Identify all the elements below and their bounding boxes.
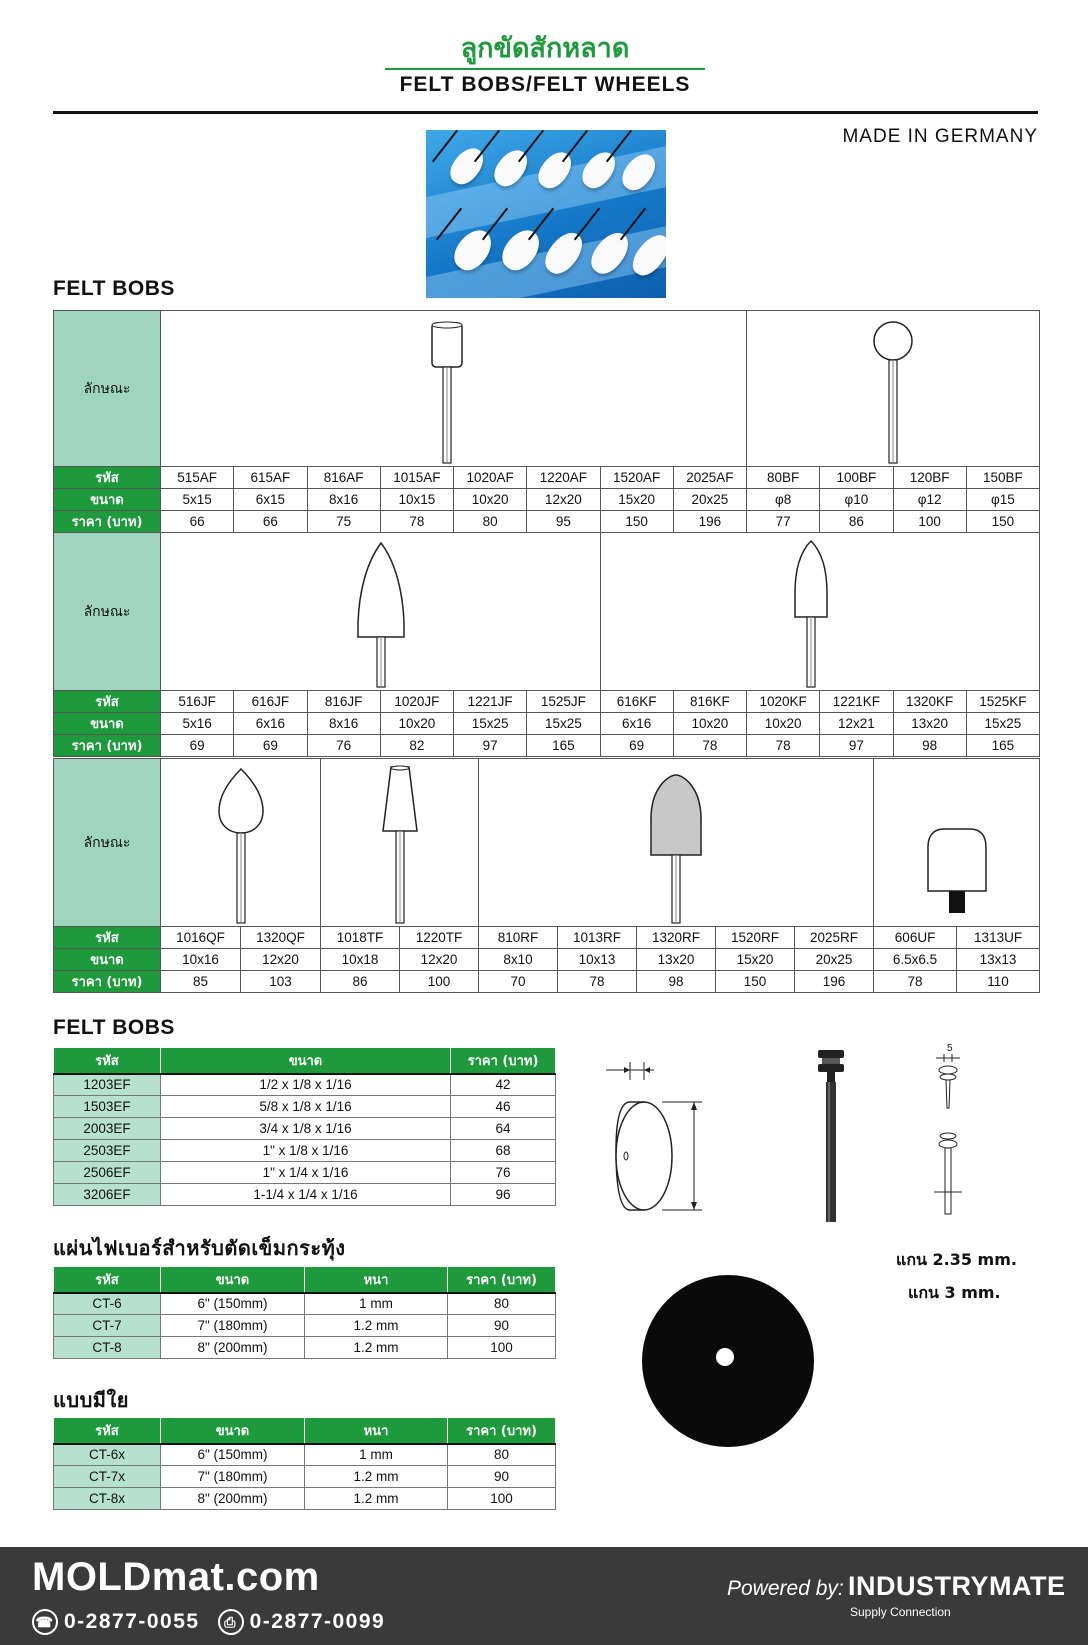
code-cell: 1313UF [957, 927, 1040, 949]
price-cell: 75 [307, 511, 380, 533]
price-label: ราคา (บาท) [54, 735, 161, 757]
shape-cylinder [161, 311, 747, 467]
table-row [54, 1074, 556, 1096]
partner-logo[interactable]: INDUSTRYMATE [848, 1571, 1066, 1601]
price-cell: 46 [451, 1096, 556, 1118]
fiber-mesh-table [53, 1417, 556, 1510]
felt-bobs-table [53, 310, 1040, 757]
size-cell: 12x20 [241, 949, 321, 971]
header-size: ขนาด [161, 1418, 305, 1444]
size-label: ขนาด [54, 489, 161, 511]
code-label: รหัส [54, 927, 161, 949]
thickness-cell: 1.2 mm [305, 1315, 448, 1337]
size-cell: 20x25 [673, 489, 746, 511]
price-cell: 103 [241, 971, 321, 993]
price-cell: 95 [527, 511, 600, 533]
brand-logo[interactable]: MOLDmat.com [32, 1555, 320, 1599]
code-cell: 1220AF [527, 467, 600, 489]
header-code: รหัส [54, 1048, 161, 1074]
code-cell: 810RF [479, 927, 558, 949]
fiber-disc-icon [640, 1273, 816, 1449]
size-cell: 12x20 [400, 949, 479, 971]
section-felt-wheels-title: FELT BOBS [53, 1016, 175, 1039]
price-cell: 76 [307, 735, 380, 757]
table-row [54, 1466, 556, 1488]
code-row-1 [54, 467, 1040, 489]
code-cell: 616JF [234, 691, 307, 713]
partner-tagline: Supply Connection [850, 1605, 951, 1619]
shape-mushroom [874, 759, 1040, 927]
price-cell: 85 [161, 971, 241, 993]
price-cell: 80 [448, 1444, 556, 1466]
size-cell: 10x20 [380, 713, 453, 735]
size-cell: 15x25 [454, 713, 527, 735]
shaft-2mm-label: แกน 2.35 mm. [896, 1250, 1017, 1269]
size-cell: 3/4 x 1/8 x 1/16 [161, 1118, 451, 1140]
price-row-3 [54, 971, 1040, 993]
code-cell: 816JF [307, 691, 380, 713]
code-row-2 [54, 691, 1040, 713]
header-rule [53, 111, 1038, 114]
made-in-label: MADE IN GERMANY [842, 126, 1038, 147]
table-row [54, 1315, 556, 1337]
price-cell: 110 [957, 971, 1040, 993]
size-cell: 8" (200mm) [161, 1337, 305, 1359]
shape-dome [479, 759, 874, 927]
price-cell: 69 [234, 735, 307, 757]
price-cell: 76 [451, 1162, 556, 1184]
code-cell: 1520RF [716, 927, 795, 949]
code-cell: 1221KF [820, 691, 893, 713]
code-cell: CT-6x [54, 1444, 161, 1466]
code-cell: 1020KF [747, 691, 820, 713]
contact-info [32, 1609, 385, 1635]
felt-wheels-table [53, 1047, 556, 1206]
size-cell: 8x16 [307, 489, 380, 511]
size-cell: 13x20 [893, 713, 966, 735]
thickness-cell: 1.2 mm [305, 1488, 448, 1510]
code-cell: 1015AF [380, 467, 453, 489]
size-cell: 1/2 x 1/8 x 1/16 [161, 1074, 451, 1096]
shape-ball [747, 311, 1040, 467]
price-cell: 98 [637, 971, 716, 993]
shape-teardrop [161, 759, 321, 927]
price-cell: 97 [454, 735, 527, 757]
price-cell: 70 [479, 971, 558, 993]
felt-wheel-diagram [596, 1050, 716, 1220]
table-row [54, 1488, 556, 1510]
code-cell: 100BF [820, 467, 893, 489]
size-cell: 15x20 [716, 949, 795, 971]
fax-icon: ⎙ [218, 1609, 244, 1635]
price-cell: 90 [448, 1466, 556, 1488]
code-cell: 2025AF [673, 467, 746, 489]
table-row [54, 1140, 556, 1162]
size-cell: 12x21 [820, 713, 893, 735]
code-cell: CT-8 [54, 1337, 161, 1359]
code-cell: 120BF [893, 467, 966, 489]
table-row [54, 1184, 556, 1206]
cone-bob-icon [161, 533, 601, 691]
size-cell: 15x25 [527, 713, 600, 735]
price-cell: 80 [448, 1293, 556, 1315]
size-label: ขนาด [54, 949, 161, 971]
price-cell: 165 [527, 735, 600, 757]
dome-bob-icon [479, 759, 874, 927]
size-cell: φ12 [893, 489, 966, 511]
price-cell: 196 [795, 971, 874, 993]
section-felt-bobs-title: FELT BOBS [53, 277, 175, 300]
size-cell: 12x20 [527, 489, 600, 511]
size-cell: 5x16 [161, 713, 234, 735]
code-cell: 150BF [966, 467, 1039, 489]
code-cell: 816AF [307, 467, 380, 489]
thickness-cell: 1.2 mm [305, 1337, 448, 1359]
header-size: ขนาด [161, 1048, 451, 1074]
header-size: ขนาด [161, 1267, 305, 1293]
dimension-label: 5 [947, 1043, 953, 1054]
price-cell: 100 [448, 1337, 556, 1359]
code-cell: 606UF [874, 927, 957, 949]
header-code: รหัส [54, 1418, 161, 1444]
size-cell: 6" (150mm) [161, 1293, 305, 1315]
cylinder-bob-icon [161, 311, 747, 467]
code-cell: 3206EF [54, 1184, 161, 1206]
size-cell: 10x20 [673, 713, 746, 735]
fiber-disc-table [53, 1266, 556, 1359]
size-cell: 7" (180mm) [161, 1315, 305, 1337]
header-price: ราคา (บาท) [448, 1418, 556, 1444]
price-cell: 97 [820, 735, 893, 757]
size-cell: 6x16 [600, 713, 673, 735]
code-cell: 1203EF [54, 1074, 161, 1096]
code-cell: 2506EF [54, 1162, 161, 1184]
code-cell: 1525KF [966, 691, 1039, 713]
size-cell: 15x20 [600, 489, 673, 511]
size-row-1 [54, 489, 1040, 511]
code-cell: CT-7x [54, 1466, 161, 1488]
size-cell: φ8 [747, 489, 820, 511]
code-cell: 1220TF [400, 927, 479, 949]
ball-bob-icon [747, 311, 1040, 467]
price-cell: 42 [451, 1074, 556, 1096]
size-cell: 10x13 [558, 949, 637, 971]
price-label: ราคา (บาท) [54, 971, 161, 993]
size-cell: φ10 [820, 489, 893, 511]
size-label: ขนาด [54, 713, 161, 735]
price-cell: 78 [558, 971, 637, 993]
code-cell: 1020JF [380, 691, 453, 713]
code-cell: CT-7 [54, 1315, 161, 1337]
size-cell: 20x25 [795, 949, 874, 971]
price-cell: 90 [448, 1315, 556, 1337]
header-thickness: หนา [305, 1267, 448, 1293]
header-price: ราคา (บาท) [448, 1267, 556, 1293]
table-row [54, 1337, 556, 1359]
shaft-3mm-label: แกน 3 mm. [908, 1283, 1001, 1302]
shape-tapered [321, 759, 479, 927]
code-cell: 1320KF [893, 691, 966, 713]
table-row [54, 1293, 556, 1315]
code-row-3 [54, 927, 1040, 949]
fax-number[interactable]: 0-2877-0099 [249, 1610, 386, 1633]
size-cell: 7" (180mm) [161, 1466, 305, 1488]
size-cell: 6x15 [234, 489, 307, 511]
page-header [385, 32, 705, 97]
size-row-3 [54, 949, 1040, 971]
code-cell: 1320QF [241, 927, 321, 949]
code-cell: 2025RF [795, 927, 874, 949]
size-cell: φ15 [966, 489, 1039, 511]
price-cell: 78 [747, 735, 820, 757]
code-cell: 1013RF [558, 927, 637, 949]
price-cell: 196 [673, 511, 746, 533]
bullet-bob-icon [601, 533, 1041, 691]
code-cell: 80BF [747, 467, 820, 489]
powered-by-label: Powered by: [727, 1577, 844, 1600]
price-cell: 77 [747, 511, 820, 533]
tapered-bob-icon [321, 759, 479, 927]
price-cell: 78 [380, 511, 453, 533]
footer [0, 1547, 1088, 1645]
price-cell: 100 [400, 971, 479, 993]
code-cell: 1520AF [600, 467, 673, 489]
code-label: รหัส [54, 691, 161, 713]
thickness-cell: 1 mm [305, 1293, 448, 1315]
header-thickness: หนา [305, 1418, 448, 1444]
code-cell: 1503EF [54, 1096, 161, 1118]
header-price: ราคา (บาท) [451, 1048, 556, 1074]
size-cell: 10x16 [161, 949, 241, 971]
price-cell: 80 [454, 511, 527, 533]
code-cell: 616KF [600, 691, 673, 713]
price-cell: 64 [451, 1118, 556, 1140]
size-cell: 15x25 [966, 713, 1039, 735]
size-cell: 1" x 1/8 x 1/16 [161, 1140, 451, 1162]
code-cell: 615AF [234, 467, 307, 489]
phone-icon: ☎ [32, 1609, 58, 1635]
code-cell: 516JF [161, 691, 234, 713]
table-row [54, 1444, 556, 1466]
size-cell: 10x15 [380, 489, 453, 511]
price-label: ราคา (บาท) [54, 511, 161, 533]
code-label: รหัส [54, 467, 161, 489]
size-cell: 10x18 [321, 949, 400, 971]
table-row [54, 1162, 556, 1184]
size-cell: 8" (200mm) [161, 1488, 305, 1510]
price-cell: 66 [234, 511, 307, 533]
code-cell: 1016QF [161, 927, 241, 949]
code-cell: 1018TF [321, 927, 400, 949]
size-cell: 1" x 1/4 x 1/16 [161, 1162, 451, 1184]
code-cell: CT-8x [54, 1488, 161, 1510]
size-cell: 13x13 [957, 949, 1040, 971]
thickness-cell: 1.2 mm [305, 1466, 448, 1488]
mushroom-bob-icon [874, 759, 1040, 927]
shape-label: ลักษณะ [54, 759, 161, 927]
size-cell: 10x20 [747, 713, 820, 735]
code-cell: 515AF [161, 467, 234, 489]
thickness-cell: 1 mm [305, 1444, 448, 1466]
price-cell: 78 [874, 971, 957, 993]
title-english: FELT BOBS/FELT WHEELS [399, 73, 691, 96]
felt-bobs-table-2 [53, 758, 1040, 993]
code-cell: 1020AF [454, 467, 527, 489]
code-cell: 2503EF [54, 1140, 161, 1162]
size-cell: 8x16 [307, 713, 380, 735]
price-cell: 150 [716, 971, 795, 993]
size-row-2 [54, 713, 1040, 735]
price-cell: 150 [966, 511, 1039, 533]
size-cell: 6" (150mm) [161, 1444, 305, 1466]
section-fiber-disc-title: แผ่นไฟเบอร์สำหรับตัดเข็มกระทุ้ง [53, 1236, 346, 1260]
section-fiber-mesh-title: แบบมีใย [53, 1388, 129, 1412]
phone-number[interactable]: 0-2877-0055 [64, 1610, 200, 1633]
code-cell: CT-6 [54, 1293, 161, 1315]
price-cell: 69 [161, 735, 234, 757]
code-cell: 1525JF [527, 691, 600, 713]
price-cell: 86 [321, 971, 400, 993]
price-cell: 150 [600, 511, 673, 533]
size-cell: 13x20 [637, 949, 716, 971]
size-cell: 5/8 x 1/8 x 1/16 [161, 1096, 451, 1118]
code-cell: 1320RF [637, 927, 716, 949]
mandrel-3mm-icon [812, 1046, 852, 1226]
shape-label: ลักษณะ [54, 533, 161, 691]
price-cell: 165 [966, 735, 1039, 757]
shape-cone-round [161, 533, 601, 691]
price-cell: 100 [893, 511, 966, 533]
title-underline [385, 68, 705, 70]
mandrel-2mm-icon [928, 1040, 974, 1220]
code-cell: 2003EF [54, 1118, 161, 1140]
price-row-1 [54, 511, 1040, 533]
size-cell: 8x10 [479, 949, 558, 971]
price-cell: 66 [161, 511, 234, 533]
price-cell: 100 [448, 1488, 556, 1510]
shape-bullet [600, 533, 1040, 691]
title-thai: ลูกขัดสักหลาด [460, 33, 630, 64]
table-row [54, 1096, 556, 1118]
product-photo [426, 130, 666, 298]
code-cell: 1221JF [454, 691, 527, 713]
price-cell: 68 [451, 1140, 556, 1162]
code-cell: 816KF [673, 691, 746, 713]
teardrop-bob-icon [161, 759, 321, 927]
header-code: รหัส [54, 1267, 161, 1293]
table-row [54, 1118, 556, 1140]
price-cell: 96 [451, 1184, 556, 1206]
price-row-2 [54, 735, 1040, 757]
price-cell: 78 [673, 735, 746, 757]
size-cell: 6x16 [234, 713, 307, 735]
size-cell: 5x15 [161, 489, 234, 511]
size-cell: 10x20 [454, 489, 527, 511]
shape-label: ลักษณะ [54, 311, 161, 467]
price-cell: 69 [600, 735, 673, 757]
price-cell: 98 [893, 735, 966, 757]
price-cell: 86 [820, 511, 893, 533]
price-cell: 82 [380, 735, 453, 757]
size-cell: 1-1/4 x 1/4 x 1/16 [161, 1184, 451, 1206]
size-cell: 6.5x6.5 [874, 949, 957, 971]
